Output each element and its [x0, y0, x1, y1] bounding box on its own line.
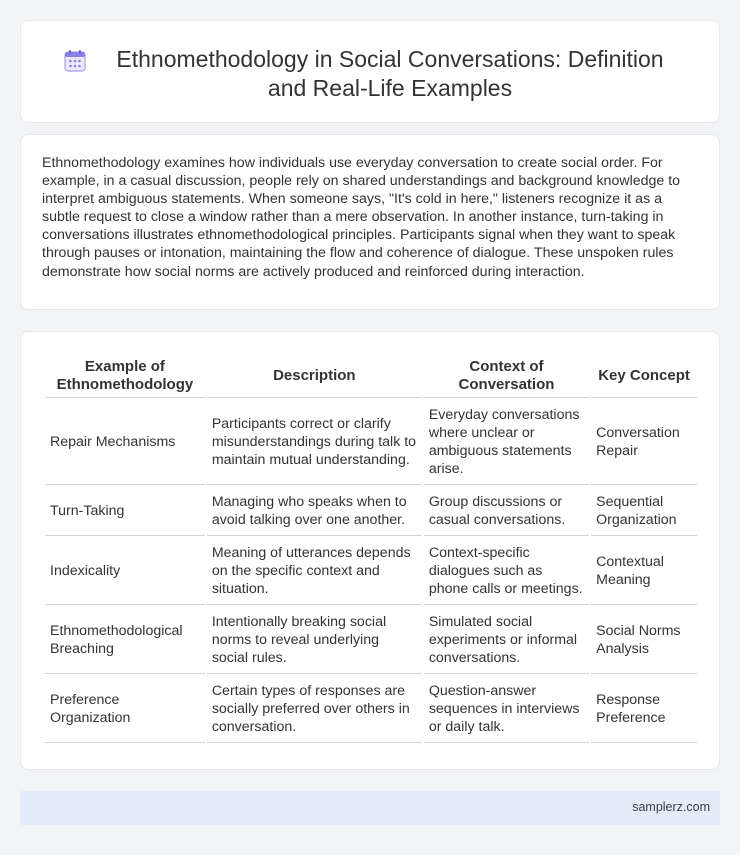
table-row: [45, 400, 697, 485]
table-row: [45, 607, 697, 674]
table-header-row: [45, 355, 697, 398]
examples-table: [43, 353, 699, 745]
column-header-key-concept: Key Concept: [591, 355, 697, 398]
table-row: [45, 538, 697, 605]
table-row: [45, 487, 697, 536]
cell-context: Context-specific dialogues such as phone calls or meetings.: [424, 538, 589, 605]
footer: [20, 791, 720, 825]
cell-description: Managing who speaks when to avoid talking over one another.: [207, 487, 422, 536]
cell-description: Certain types of responses are socially preferred over others in conversation.: [207, 676, 422, 743]
column-header-example: Example of Ethnomethodology: [45, 355, 205, 398]
page-title: Ethnomethodology in Social Conversations: Definition and Real-Life Examples: [116, 46, 664, 101]
cell-example: Ethnomethodological Breaching: [45, 607, 205, 674]
intro-card: [20, 134, 720, 310]
cell-description: Meaning of utterances depends on the specific context and situation.: [207, 538, 422, 605]
cell-key-concept: Conversation Repair: [591, 400, 697, 485]
cell-key-concept: Response Preference: [591, 676, 697, 743]
cell-key-concept: Contextual Meaning: [591, 538, 697, 605]
cell-description: Intentionally breaking social norms to reveal underlying social rules.: [207, 607, 422, 674]
cell-context: Everyday conversations where unclear or ambiguous statements arise.: [424, 400, 589, 485]
cell-example: Preference Organization: [45, 676, 205, 743]
cell-key-concept: Sequential Organization: [591, 487, 697, 536]
table-card: [20, 331, 720, 770]
cell-context: Question-answer sequences in interviews or daily talk.: [424, 676, 589, 743]
title-wrap: [61, 45, 699, 103]
table-row: [45, 676, 697, 743]
cell-description: Participants correct or clarify misunderstandings during talk to maintain mutual understanding.: [207, 400, 422, 485]
intro-paragraph: Ethnomethodology examines how individuals use everyday conversation to create social order. For example, in a casual discussion, people rely on shared understandings and background knowledge to interpret ambiguous statements. When someone says, "It's cold in here," listeners recognize it as a subtle request to close a window rather than a mere observation. In another instance, turn-taking in conversations illustrates ethnomethodological principles. Participants signal when they want to speak through pauses or intonation, maintaining the flow and coherence of dialogue. These unspoken rules demonstrate how social norms are actively produced and reinforced during interaction.: [42, 155, 681, 280]
cell-example: Repair Mechanisms: [45, 400, 205, 485]
column-header-description: Description: [207, 355, 422, 398]
footer-site-link[interactable]: samplerz.com: [632, 800, 710, 814]
cell-example: Indexicality: [45, 538, 205, 605]
cell-key-concept: Social Norms Analysis: [591, 607, 697, 674]
cell-context: Group discussions or casual conversations.: [424, 487, 589, 536]
title-card: [20, 20, 720, 123]
cell-example: Turn-Taking: [45, 487, 205, 536]
cell-context: Simulated social experiments or informal conversations.: [424, 607, 589, 674]
column-header-context: Context of Conversation: [424, 355, 589, 398]
